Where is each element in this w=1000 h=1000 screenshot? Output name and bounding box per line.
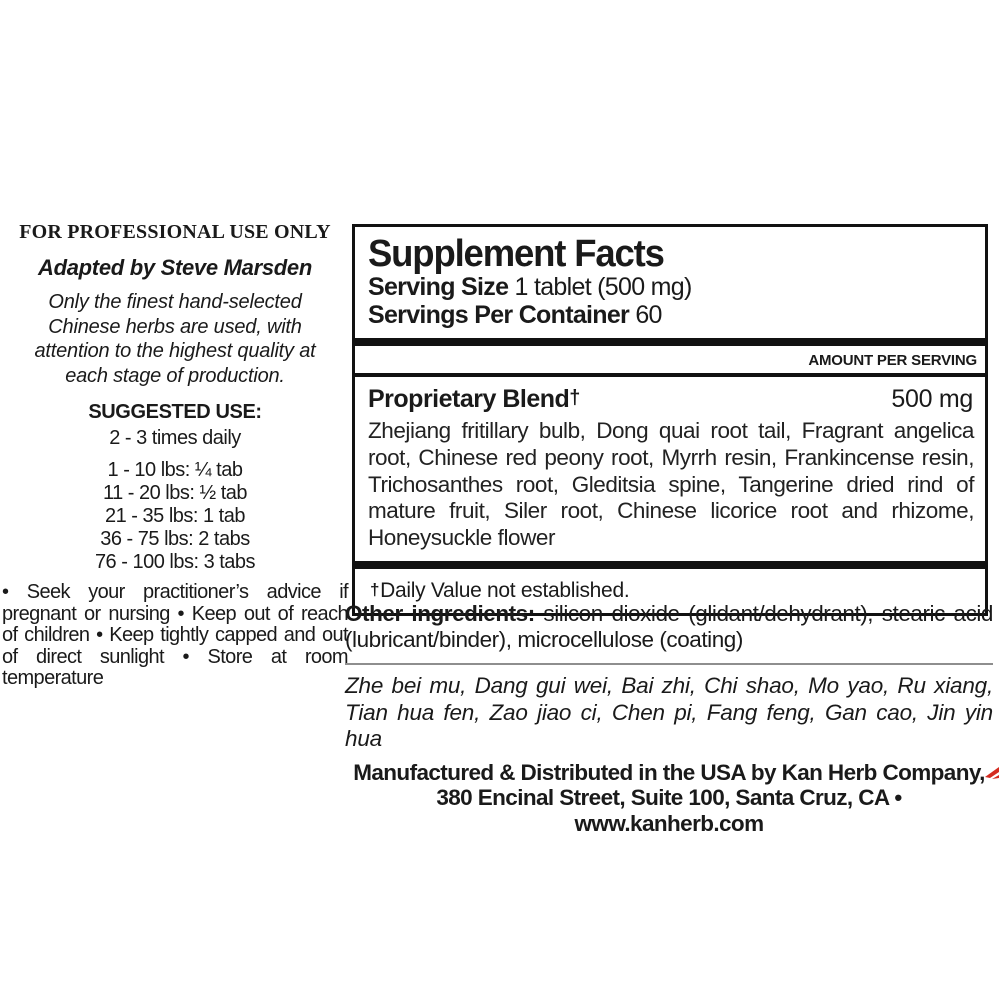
adapted-by-line: Adapted by Steve Marsden — [38, 255, 312, 280]
logo-fragment — [984, 766, 1000, 782]
red-swoosh-icon — [984, 766, 1000, 782]
pinyin-herb-names: Zhe bei mu, Dang gui wei, Bai zhi, Chi shao, Mo yao, Ru xiang, Tian hua fen, Zao jiao ci, Chen pi, Fang feng, Gan cao, Jin yin hua — [345, 673, 993, 751]
divider-rule — [345, 663, 993, 665]
quality-statement: Only the finest hand-selected Chinese herbs are used, with attention to the highest quality at each stage of production. — [34, 291, 316, 387]
serving-size-label: Serving Size — [368, 273, 509, 301]
below-panel — [345, 601, 993, 836]
manufacturer-line: Manufactured & Distributed in the USA by Kan Herb Company, — [353, 759, 985, 785]
professional-use-heading: FOR PROFESSIONAL USE ONLY — [19, 221, 331, 243]
manufacturer-info — [345, 760, 993, 837]
facts-header — [355, 227, 985, 338]
supplement-facts-panel — [352, 224, 988, 616]
dosage-row: 21 - 35 lbs: 1 tab — [105, 505, 245, 527]
proprietary-blend-row — [355, 377, 985, 414]
blend-amount: 500 mg — [891, 385, 973, 413]
dosage-row: 76 - 100 lbs: 3 tabs — [94, 551, 256, 573]
serving-size-line — [368, 274, 973, 302]
left-column — [2, 221, 348, 690]
serving-size-value: 1 tablet (500 mg) — [514, 273, 692, 301]
blend-name — [368, 385, 580, 414]
other-ingredients — [345, 601, 993, 653]
servings-per-container-line — [368, 302, 973, 330]
blend-name-text: Proprietary Blend — [368, 385, 570, 413]
servings-per-container-value: 60 — [635, 300, 662, 329]
dosage-row: 11 - 20 lbs: ½ tab — [102, 482, 248, 504]
facts-title: Supplement Facts — [368, 233, 664, 275]
blend-ingredients-list: Zhejiang fritillary bulb, Dong quai root tail, Fragrant angelica root, Chinese red peony root, Myrrh resin, Frankincense resin, Trichosanthes root, Gleditsia spine, Tangerine dried rind of mature fruit, Siler root, Chinese licorice root and rhizome, Honeysuckle flower — [368, 418, 974, 551]
divider-bar-thick — [355, 561, 985, 569]
dagger-symbol: † — [370, 579, 380, 599]
other-ingredients-label: Other ingredients: — [345, 601, 535, 626]
amount-per-serving-heading: AMOUNT PER SERVING — [808, 352, 977, 369]
divider-bar-thick — [355, 338, 985, 346]
servings-per-container-label: Servings Per Container — [368, 300, 630, 329]
dosage-table — [2, 459, 348, 574]
suggested-use-heading: SUGGESTED USE: — [88, 401, 262, 423]
dosage-row: 1 - 10 lbs: ¼ tab — [107, 459, 243, 481]
dosage-row: 36 - 75 lbs: 2 tabs — [100, 528, 250, 550]
dagger-symbol: † — [569, 387, 580, 409]
other-ingredients-value: silicon dioxide (glidant/dehydrant), stearic acid (lubricant/binder), microcellulose (coating) — [345, 601, 993, 652]
daily-value-text: Daily Value not established. — [380, 578, 630, 602]
cautions-text: • Seek your practitioner’s advice if pregnant or nursing • Keep out of reach of children • Keep tightly capped and out of direct sunlight • Store at room temperature — [2, 581, 348, 690]
manufacturer-line: 380 Encinal Street, Suite 100, Santa Cruz, CA • www.kanherb.com — [436, 785, 902, 836]
frequency-line: 2 - 3 times daily — [109, 427, 241, 449]
